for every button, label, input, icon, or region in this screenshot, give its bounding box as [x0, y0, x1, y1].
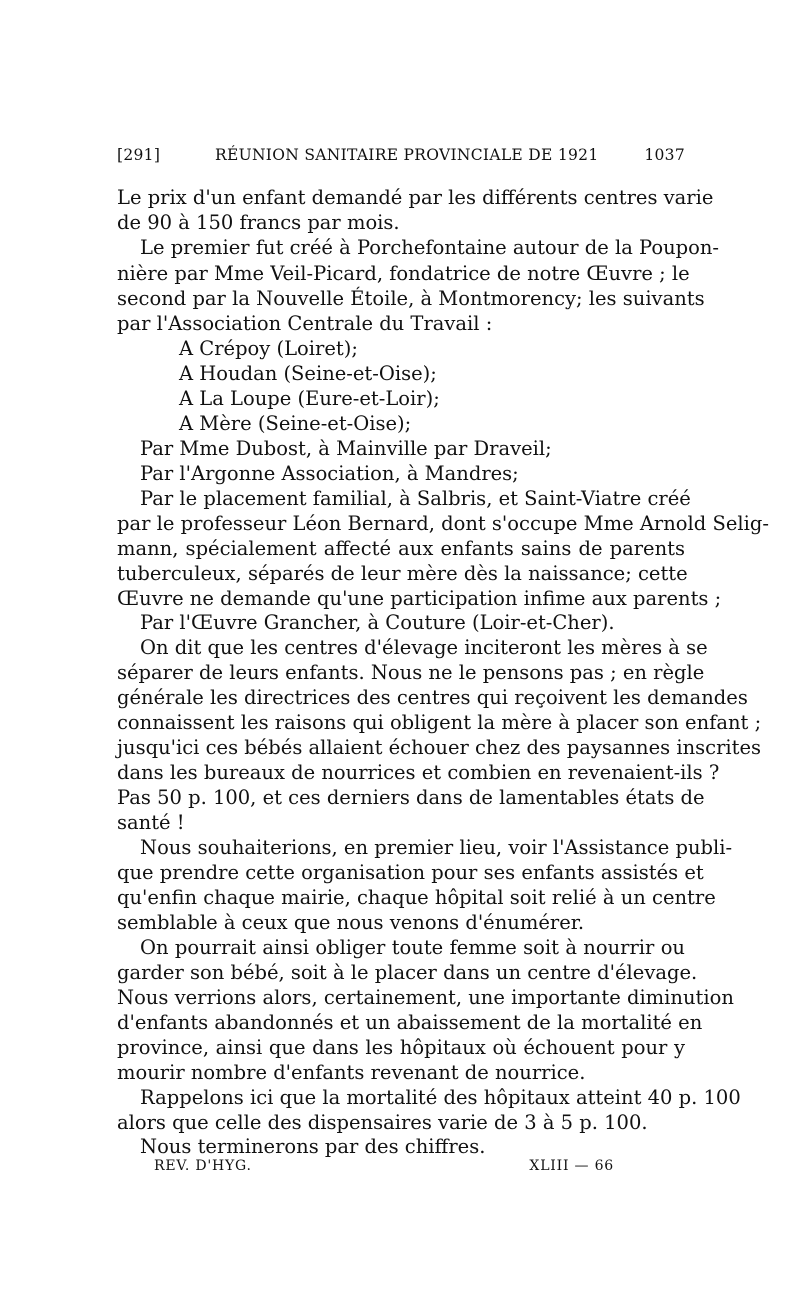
text-line: On pourrait ainsi obliger toute femme soit à nourrir ou — [140, 936, 685, 959]
text-line: province, ainsi que dans les hôpitaux où échouent pour y — [117, 1036, 685, 1059]
page-footer — [154, 1158, 614, 1178]
text-line: A Mère (Seine-et-Oise); — [179, 412, 412, 435]
text-line: jusqu'ici ces bébés allaient échouer chez des paysannes inscrites — [117, 736, 762, 759]
text-line: Par l'Argonne Association, à Mandres; — [140, 462, 519, 485]
text-line: que prendre cette organisation pour ses enfants assistés et — [117, 861, 704, 884]
text-line: Pas 50 p. 100, et ces derniers dans de lamentables états de — [117, 786, 705, 809]
text-line: d'enfants abandonnés et un abaissement de la mortalité en — [117, 1011, 703, 1034]
page-reference: [291] — [117, 146, 161, 164]
text-line: mourir nombre d'enfants revenant de nourrice. — [117, 1061, 586, 1084]
text-line: second par la Nouvelle Étoile, à Montmorency; les suivants — [117, 287, 705, 310]
running-header — [117, 146, 685, 168]
journal-signature: REV. D'HYG. — [154, 1158, 252, 1174]
text-line: par le professeur Léon Bernard, dont s'occupe Mme Arnold Selig- — [117, 512, 769, 535]
text-line: mann, spécialement affecté aux enfants sains de parents — [117, 537, 685, 560]
volume-signature: XLIII — 66 — [529, 1158, 614, 1174]
text-line: générale les directrices des centres qui reçoivent les demandes — [117, 686, 748, 709]
text-line: santé ! — [117, 811, 185, 834]
text-line: A La Loupe (Eure-et-Loir); — [179, 387, 440, 410]
text-line: On dit que les centres d'élevage inciteront les mères à se — [140, 636, 708, 659]
text-line: A Houdan (Seine-et-Oise); — [179, 362, 437, 385]
text-line: séparer de leurs enfants. Nous ne le pensons pas ; en règle — [117, 661, 705, 684]
text-line: A Crépoy (Loiret); — [179, 337, 358, 360]
text-line: Le prix d'un enfant demandé par les différents centres varie — [117, 186, 714, 209]
text-line: dans les bureaux de nourrices et combien en revenaient-ils ? — [117, 761, 720, 784]
text-line: Nous terminerons par des chiffres. — [140, 1135, 486, 1158]
running-title: RÉUNION SANITAIRE PROVINCIALE DE 1921 — [215, 146, 599, 164]
text-line: garder son bébé, soit à le placer dans un centre d'élevage. — [117, 961, 698, 984]
text-line: de 90 à 150 francs par mois. — [117, 211, 400, 234]
text-line: Par Mme Dubost, à Mainville par Draveil; — [140, 437, 552, 460]
text-line: Rappelons ici que la mortalité des hôpitaux atteint 40 p. 100 — [140, 1086, 741, 1109]
text-line: semblable à ceux que nous venons d'énumérer. — [117, 911, 585, 934]
text-line: Nous verrions alors, certainement, une importante diminution — [117, 986, 734, 1009]
text-line: qu'enfin chaque mairie, chaque hôpital soit relié à un centre — [117, 886, 716, 909]
text-line: Œuvre ne demande qu'une participation infime aux parents ; — [117, 587, 722, 610]
text-line: alors que celle des dispensaires varie de 3 à 5 p. 100. — [117, 1111, 648, 1134]
text-line: connaissent les raisons qui obligent la mère à placer son enfant ; — [117, 711, 762, 734]
text-line: par l'Association Centrale du Travail : — [117, 312, 493, 335]
text-line: Le premier fut créé à Porchefontaine autour de la Poupon- — [140, 236, 720, 259]
page-number: 1037 — [644, 146, 685, 164]
text-line: Nous souhaiterions, en premier lieu, voir l'Assistance publi- — [140, 836, 733, 859]
text-line: Par l'Œuvre Grancher, à Couture (Loir-et-Cher). — [140, 611, 615, 634]
text-line: tuberculeux, séparés de leur mère dès la naissance; cette — [117, 562, 688, 585]
text-line: nière par Mme Veil-Picard, fondatrice de notre Œuvre ; le — [117, 262, 690, 285]
text-line: Par le placement familial, à Salbris, et Saint-Viatre créé — [140, 487, 691, 510]
